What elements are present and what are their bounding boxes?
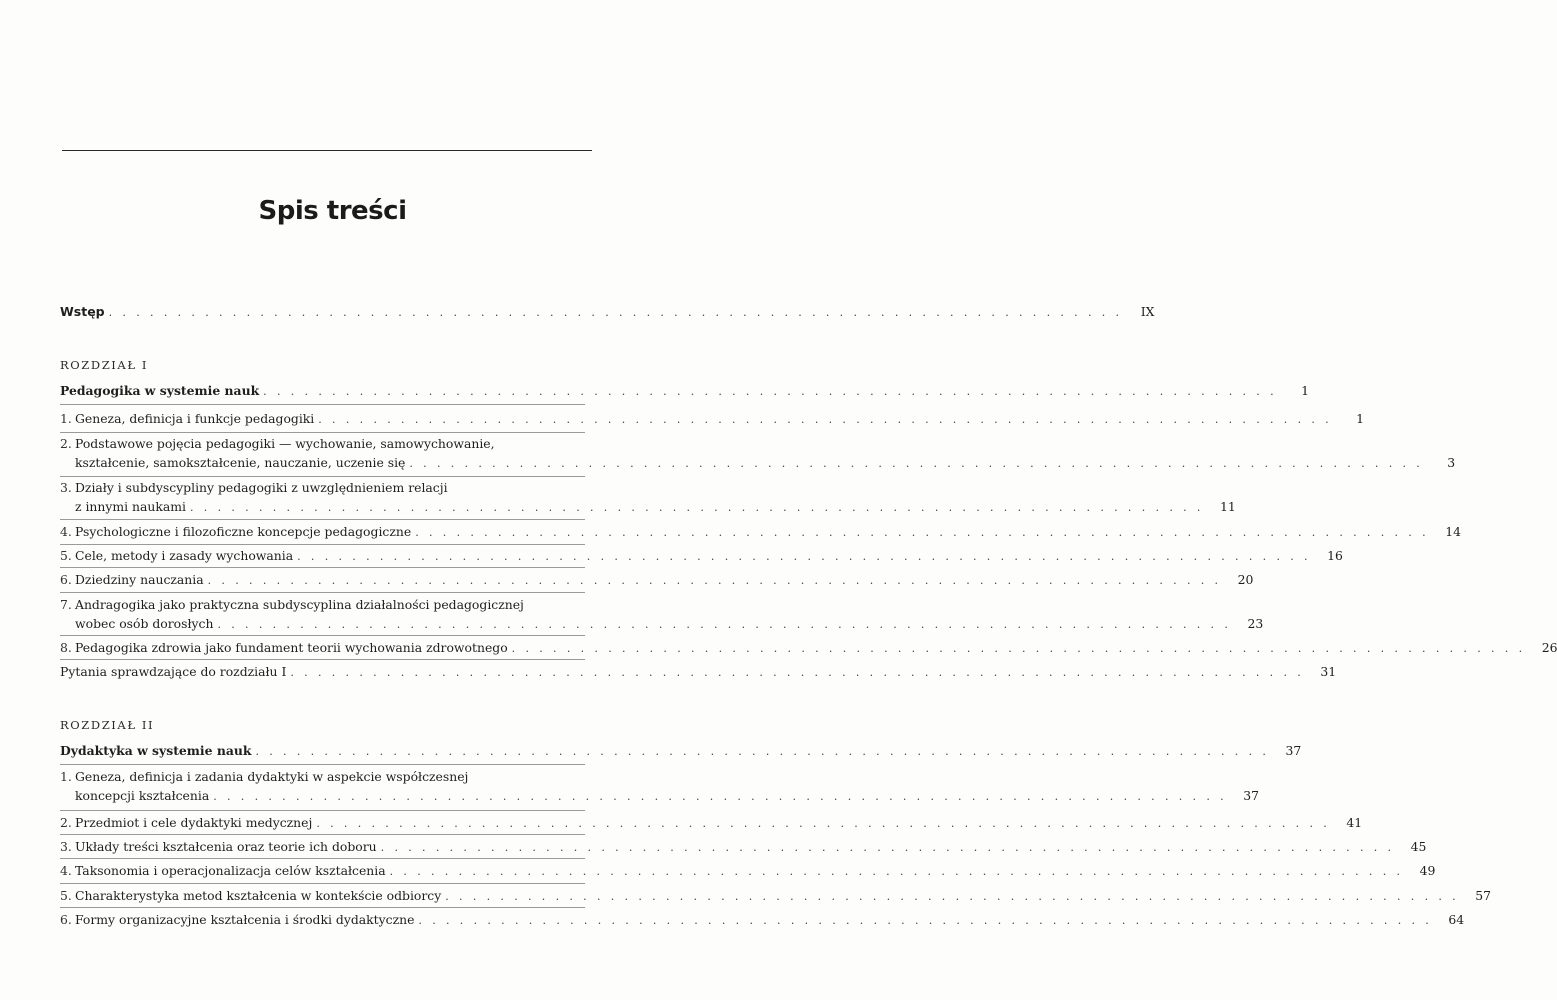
- entry-page: 3: [1447, 455, 1456, 470]
- entry-page: 45: [1410, 839, 1427, 854]
- entry-page: 11: [1220, 499, 1236, 514]
- entry-number: 5.: [60, 548, 72, 563]
- entry-title-line-2: z innymi naukami: [75, 499, 186, 514]
- entry-title: Pedagogika w systemie nauk: [60, 383, 260, 398]
- toc-entry-1-6[interactable]: [60, 570, 1254, 590]
- leader-dots: . . . . . . . . . . . . . . . . . . . . . . . . . . . . . . . . . . . . . . . . . . . . . . . . . . . . . . . . . . . . . . . . . . . . . . . . . .: [213, 790, 1228, 803]
- toc-entry-wstep[interactable]: [60, 302, 1155, 322]
- toc-entry-2-2[interactable]: [60, 813, 1363, 833]
- entry-number: 6.: [60, 572, 72, 587]
- entry-divider: [60, 907, 585, 908]
- entry-number: 8.: [60, 640, 72, 655]
- page-title: Spis treści: [258, 196, 407, 226]
- entry-page: 64: [1448, 912, 1465, 927]
- leader-dots: . . . . . . . . . . . . . . . . . . . . . . . . . . . . . . . . . . . . . . . . . . . . . . . . . . . . . . . . . . . . . . . . . . . . . . . . . .: [445, 890, 1460, 903]
- toc-entry-1-1[interactable]: [60, 409, 1365, 429]
- entry-page: 41: [1346, 815, 1363, 830]
- entry-title: Dziedziny nauczania: [75, 572, 204, 587]
- entry-title: Układy treści kształcenia oraz teorie ich doboru: [75, 839, 377, 854]
- entry-title-line-1: Działy i subdyscypliny pedagogiki z uwzględnieniem relacji: [75, 480, 448, 495]
- entry-number: 7.: [60, 597, 72, 612]
- leader-dots: . . . . . . . . . . . . . . . . . . . . . . . . . . . . . . . . . . . . . . . . . . . . . . . . . . . . . . . . . . . . . . . . . . . . . . . . . .: [511, 642, 1526, 655]
- entry-title: Formy organizacyjne kształcenia i środki dydaktyczne: [75, 912, 415, 927]
- entry-page: 20: [1237, 572, 1254, 587]
- entry-title: Cele, metody i zasady wychowania: [75, 548, 294, 563]
- top-rule: [62, 150, 592, 151]
- leader-dots: . . . . . . . . . . . . . . . . . . . . . . . . . . . . . . . . . . . . . . . . . . . . . . . . . . . . . . . . . . . . . . . . . . . . . . . . . .: [290, 666, 1305, 679]
- toc-entry-1-2[interactable]: [60, 434, 1456, 473]
- entry-number: 2.: [60, 436, 72, 451]
- toc-entry-1-4[interactable]: [60, 522, 1461, 542]
- leader-dots: . . . . . . . . . . . . . . . . . . . . . . . . . . . . . . . . . . . . . . . . . . . . . . . . . . . . . . . . . . . . . . . . . . . . . . . . . .: [316, 817, 1331, 830]
- entry-title-line-2: koncepcji kształcenia: [75, 788, 210, 803]
- leader-dots: . . . . . . . . . . . . . . . . . . . . . . . . . . . . . . . . . . . . . . . . . . . . . . . . . . . . . . . . . . . . . . . . . . . . . . . . . .: [207, 574, 1222, 587]
- toc-entry-1-7[interactable]: [60, 595, 1264, 634]
- leader-dots: . . . . . . . . . . . . . . . . . . . . . . . . . . . . . . . . . . . . . . . . . . . . . . . . . . . . . . . . . . . . . . . . . . . . . . . . . .: [217, 618, 1232, 631]
- chapter-divider: [60, 404, 585, 405]
- leader-dots: . . . . . . . . . . . . . . . . . . . . . . . . . . . . . . . . . . . . . . . . . . . . . . . . . . . . . . . . . . . . . . . . . . . . . . . . . .: [318, 413, 1333, 426]
- entry-page: 1: [1301, 383, 1309, 398]
- toc-entry-chapter-1[interactable]: [60, 381, 1309, 401]
- entry-divider: [60, 659, 585, 660]
- entry-page: 14: [1445, 524, 1461, 539]
- entry-title: Dydaktyka w systemie nauk: [60, 743, 252, 758]
- entry-title-line-2: wobec osób dorosłych: [75, 616, 214, 631]
- leader-dots: . . . . . . . . . . . . . . . . . . . . . . . . . . . . . . . . . . . . . . . . . . . . . . . . . . . . . . . . . . . . . . . . . . . . . . . . . .: [297, 550, 1311, 563]
- entry-title: Geneza, definicja i funkcje pedagogiki: [75, 411, 315, 426]
- entry-page: 26: [1541, 640, 1557, 655]
- entry-title-line-2: kształcenie, samokształcenie, nauczanie, uczenie się: [75, 455, 406, 470]
- chapter-divider: [60, 764, 585, 765]
- entry-number: 6.: [60, 912, 72, 927]
- entry-title-line-1: Podstawowe pojęcia pedagogiki — wychowanie, samowychowanie,: [75, 436, 495, 451]
- entry-page: 57: [1475, 888, 1492, 903]
- chapter-label-1: ROZDZIAŁ I: [60, 358, 149, 372]
- entry-title: Pedagogika zdrowia jako fundament teorii wychowania zdrowotnego: [75, 640, 508, 655]
- leader-dots: . . . . . . . . . . . . . . . . . . . . . . . . . . . . . . . . . . . . . . . . . . . . . . . . . . . . . . . . . . . . . . . . . . . . . . . . . .: [263, 385, 1277, 398]
- entry-divider: [60, 519, 585, 520]
- entry-divider: [60, 810, 585, 811]
- toc-entry-2-1[interactable]: [60, 767, 1260, 806]
- entry-divider: [60, 834, 585, 835]
- entry-page: 1: [1356, 411, 1365, 426]
- entry-page: 16: [1327, 548, 1343, 563]
- entry-page: 31: [1320, 664, 1337, 679]
- entry-title-line-1: Geneza, definicja i zadania dydaktyki w aspekcie współczesnej: [75, 769, 469, 784]
- entry-page: 37: [1243, 788, 1260, 803]
- leader-dots: . . . . . . . . . . . . . . . . . . . . . . . . . . . . . . . . . . . . . . . . . . . . . . . . . . . . . . . . . . . . . . . . . . . . . . . . . .: [415, 526, 1429, 539]
- entry-number: 1.: [60, 769, 72, 784]
- entry-page: IX: [1140, 304, 1155, 319]
- leader-dots: . . . . . . . . . . . . . . . . . . . . . . . . . . . . . . . . . . . . . . . . . . . . . . . . . . . . . . . . . . . . . . . . . . . . . . . . . .: [108, 306, 1123, 319]
- entry-divider: [60, 883, 585, 884]
- entry-number: 3.: [60, 480, 72, 495]
- entry-divider: [60, 567, 585, 568]
- toc-entry-chapter-2[interactable]: [60, 741, 1302, 761]
- entry-number: 3.: [60, 839, 72, 854]
- entry-title: Przedmiot i cele dydaktyki medycznej: [75, 815, 313, 830]
- entry-title-line-1: Andragogika jako praktyczna subdyscyplina działalności pedagogicznej: [75, 597, 524, 612]
- leader-dots: . . . . . . . . . . . . . . . . . . . . . . . . . . . . . . . . . . . . . . . . . . . . . . . . . . . . . . . . . . . . . . . . . . . . . . . . . .: [380, 841, 1395, 854]
- entry-divider: [60, 476, 585, 477]
- toc-entry-questions-1[interactable]: [60, 662, 1337, 682]
- entry-divider: [60, 432, 585, 433]
- entry-divider: [60, 858, 585, 859]
- entry-title: Taksonomia i operacjonalizacja celów kształcenia: [75, 863, 386, 878]
- entry-divider: [60, 635, 585, 636]
- leader-dots: . . . . . . . . . . . . . . . . . . . . . . . . . . . . . . . . . . . . . . . . . . . . . . . . . . . . . . . . . . . . . . . . . . . . . . . . . .: [418, 914, 1433, 927]
- toc-entry-2-3[interactable]: [60, 837, 1427, 857]
- entry-title: Charakterystyka metod kształcenia w kontekście odbiorcy: [75, 888, 442, 903]
- entry-page: 49: [1419, 863, 1436, 878]
- entry-number: 4.: [60, 524, 72, 539]
- entry-title: Pytania sprawdzające do rozdziału I: [60, 664, 287, 679]
- entry-divider: [60, 592, 585, 593]
- entry-number: 5.: [60, 888, 72, 903]
- entry-number: 2.: [60, 815, 72, 830]
- entry-title: Psychologiczne i filozoficzne koncepcje pedagogiczne: [75, 524, 412, 539]
- toc-entry-2-6[interactable]: [60, 910, 1465, 930]
- toc-entry-1-8[interactable]: [60, 638, 1557, 658]
- toc-entry-1-3[interactable]: [60, 478, 1236, 517]
- entry-title: Wstęp: [60, 304, 105, 319]
- leader-dots: . . . . . . . . . . . . . . . . . . . . . . . . . . . . . . . . . . . . . . . . . . . . . . . . . . . . . . . . . . . . . . . . . . . . . . . . . .: [409, 457, 1424, 470]
- leader-dots: . . . . . . . . . . . . . . . . . . . . . . . . . . . . . . . . . . . . . . . . . . . . . . . . . . . . . . . . . . . . . . . . . . . . . . . . . .: [255, 745, 1270, 758]
- entry-number: 4.: [60, 863, 72, 878]
- toc-entry-1-5[interactable]: [60, 546, 1343, 566]
- toc-entry-2-4[interactable]: [60, 861, 1436, 881]
- leader-dots: . . . . . . . . . . . . . . . . . . . . . . . . . . . . . . . . . . . . . . . . . . . . . . . . . . . . . . . . . . . . . . . . . . . . . . . . . .: [190, 501, 1204, 514]
- entry-number: 1.: [60, 411, 72, 426]
- entry-divider: [60, 544, 585, 545]
- leader-dots: . . . . . . . . . . . . . . . . . . . . . . . . . . . . . . . . . . . . . . . . . . . . . . . . . . . . . . . . . . . . . . . . . . . . . . . . . .: [389, 865, 1404, 878]
- entry-page: 23: [1247, 616, 1264, 631]
- toc-entry-2-5[interactable]: [60, 886, 1492, 906]
- entry-page: 37: [1285, 743, 1302, 758]
- chapter-label-2: ROZDZIAŁ II: [60, 718, 155, 732]
